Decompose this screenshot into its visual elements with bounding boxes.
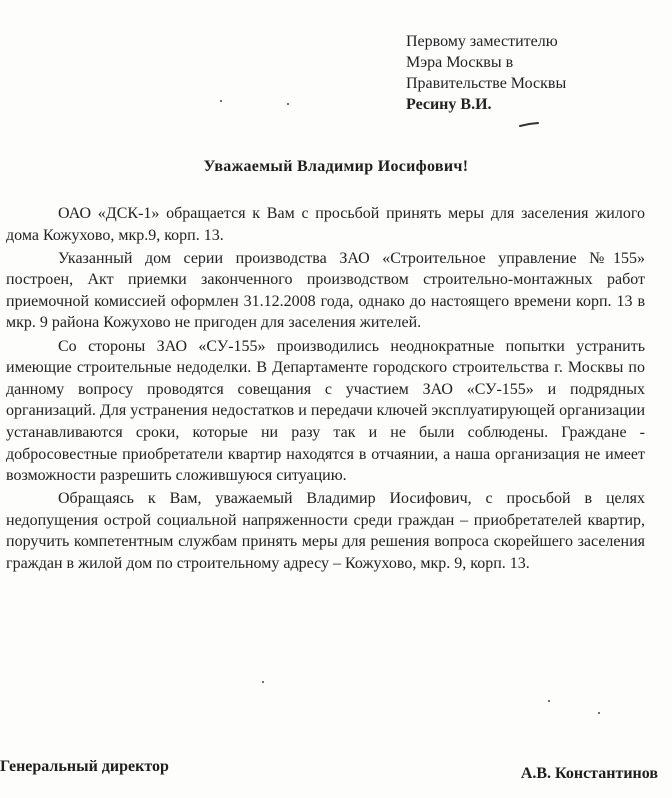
- paragraph-3: Со стороны ЗАО «СУ-155» производились неоднократные попытки устранить имеющие строительные недоделки. В Департаменте городского строительства г. Москвы по данному вопросу проводятся совещания с участием ЗАО «СУ-155» и подрядных организаций. Для устранения недостатков и передачи ключей эксплуатирующей организации устанавливаются сроки, которые ни разу так и не были соблюдены. Граждане - добросовестные приобретатели квартир находятся в отчаянии, а наша организация не имеет возможности разрешить сложившуюся ситуацию.: [6, 337, 645, 485]
- salutation: Уважаемый Владимир Иосифович!: [203, 158, 469, 175]
- signature-name: А.В. Константинов: [520, 765, 658, 782]
- pen-mark: [519, 122, 539, 127]
- scan-speck: [548, 700, 550, 702]
- paragraph-1: ОАО «ДСК-1» обращается к Вам с просьбой принять меры для заселения жилого дома Кожухово, мкр.9, корп. 13.: [6, 205, 645, 244]
- addressee-name: Ресину В.И.: [406, 96, 492, 113]
- addressee-line-3: Правительстве Москвы: [406, 75, 567, 92]
- addressee-line-2: Мэра Москвы в: [406, 54, 514, 71]
- scan-speck: [598, 712, 600, 714]
- paragraph-4: Обращаясь к Вам, уважаемый Владимир Иосифович, с просьбой в целях недопущения острой социальной напряженности среди граждан – приобретателей квартир, поручить компетентным службам принять меры для решения вопроса скорейшего заселения граждан в жилой дом по строительному адресу – Кожухово, мкр. 9, корп. 13.: [6, 490, 645, 572]
- paragraph-2: Указанный дом серии производства ЗАО «Строительное управление №155» построен, Акт приемки законченного производством строительно-монтажных работ приемочной комиссией оформлен 31.12.2008 года, однако до настоящего времени корп. 13 в мкр. 9 района Кожухово не пригоден для заселения жителей.: [6, 249, 645, 332]
- addressee-line-1: Первому заместителю: [406, 33, 558, 50]
- scan-speck: [287, 103, 289, 105]
- scan-speck: [220, 100, 222, 102]
- addressee-block: [406, 31, 666, 115]
- signature-title: Генеральный директор: [0, 758, 169, 775]
- letter-body: [6, 203, 645, 576]
- scan-speck: [262, 681, 264, 683]
